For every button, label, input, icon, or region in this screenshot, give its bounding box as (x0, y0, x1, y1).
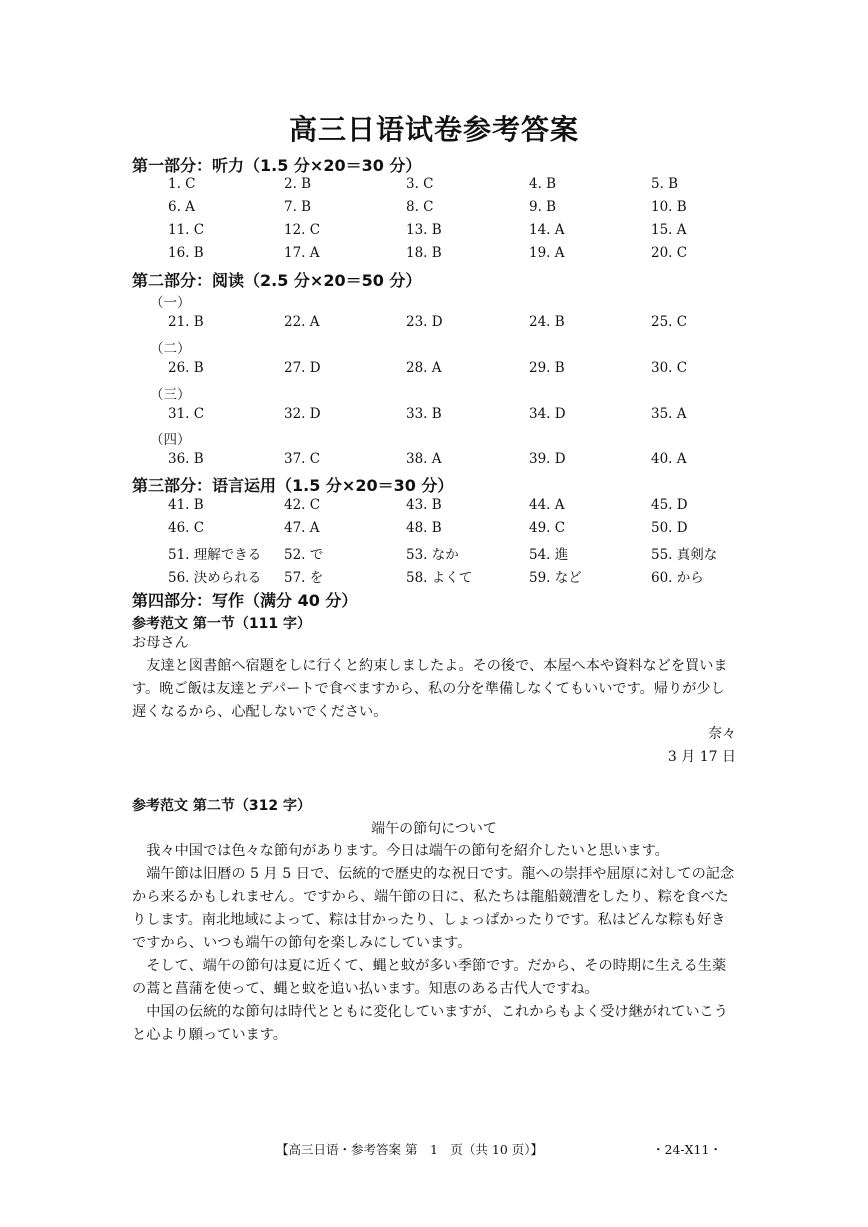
part2-answer-row-group1 (132, 314, 752, 337)
answer-cell: 28. A (406, 360, 442, 376)
essay2-paragraph: そして、端午の節句は夏に近くて、蝿と蚊が多い季節です。だから、その時期に生える生薬の蒿と菖蒲を使って、蝿と蚊を追い払います。知恵のある古代人ですね。 (132, 958, 727, 997)
essay1-paragraph: 友達と図書館へ宿題をしに行くと約束しましたよ。その後で、本屋へ本や資料などを買います。晩ご飯は友達とデパートで食べますから、私の分を準備しなくてもいいです。帰りが少し遅くなるから、心配しないでください。 (132, 658, 728, 720)
answer-cell: 41. B (168, 497, 204, 513)
answer-row (132, 497, 752, 520)
reading-group-label: （一） (150, 295, 191, 311)
essay2-paragraph: 端午節は旧暦の 5 月 5 日で、伝統的で歴史的な祝日です。龍への崇拝や屈原に対しての記念から来るかもしれません。ですから、端午節の日に、私たちは龍船競漕をしたり、粽を食べたりします。南北地域によって、粽は甘かったり、しょっぱかったりです。私はどんな粽も好きですから、いつも端午の節句を楽しみにしています。 (132, 866, 735, 951)
essay2-heading: 参考范文 第二节（312 字） (132, 798, 311, 814)
answer-cell: 9. B (529, 199, 557, 215)
essay1-body (132, 632, 738, 724)
answer-cell: 37. C (284, 451, 321, 467)
part2-answer-row-group3 (132, 406, 752, 429)
answer-cell: 38. A (406, 451, 442, 467)
essay2-paragraph: 中国の伝統的な節句は時代とともに変化していますが、これからもよく受け継がれていこうと心より願っています。 (132, 1004, 728, 1043)
answer-cell: 6. A (168, 199, 195, 215)
answer-cell: 60. から (651, 570, 704, 586)
answer-cell: 40. A (651, 451, 687, 467)
part4-heading: 第四部分：写作（满分 40 分） (132, 591, 358, 610)
essay1-heading: 参考范文 第一节（111 字） (132, 616, 311, 632)
answer-cell: 2. B (284, 176, 312, 192)
essay1-date: 3 月 17 日 (667, 749, 736, 765)
answer-cell: 32. D (284, 406, 321, 422)
answer-cell: 5. B (651, 176, 679, 192)
answer-row (132, 520, 752, 543)
answer-cell: 4. B (529, 176, 557, 192)
answer-row (132, 176, 752, 199)
answer-cell: 49. C (529, 520, 566, 536)
page-title: 高三日语试卷参考答案 (288, 113, 579, 146)
answer-cell: 54. 進 (529, 547, 569, 563)
answer-cell: 21. B (168, 314, 204, 330)
answer-cell: 20. C (651, 245, 688, 261)
reading-group-label: （三） (150, 387, 191, 403)
answer-cell: 35. A (651, 406, 687, 422)
answer-row (132, 199, 752, 222)
answer-cell: 14. A (529, 222, 565, 238)
answer-cell: 48. B (406, 520, 442, 536)
answer-cell: 16. B (168, 245, 204, 261)
essay1-signature: 奈々 (708, 726, 736, 742)
answer-row (132, 566, 752, 589)
answer-cell: 7. B (284, 199, 312, 215)
answer-row (132, 245, 752, 268)
answer-cell: 18. B (406, 245, 442, 261)
answer-cell: 13. B (406, 222, 442, 238)
answer-cell: 19. A (529, 245, 565, 261)
answer-cell: 17. A (284, 245, 320, 261)
answer-cell: 33. B (406, 406, 442, 422)
part2-answer-row-group2 (132, 360, 752, 383)
answer-row (132, 406, 752, 429)
answer-row (132, 222, 752, 245)
answer-cell: 8. C (406, 199, 434, 215)
answer-cell: 43. B (406, 497, 442, 513)
answer-cell: 12. C (284, 222, 321, 238)
answer-cell: 55. 真剣な (651, 547, 718, 563)
essay2-body (132, 840, 738, 1047)
answer-cell: 34. D (529, 406, 566, 422)
answer-cell: 30. C (651, 360, 688, 376)
answer-cell: 45. D (651, 497, 688, 513)
answer-cell: 11. C (168, 222, 205, 238)
part3-heading: 第三部分：语言运用（1.5 分×20＝30 分） (132, 476, 454, 495)
answer-cell: 42. C (284, 497, 321, 513)
page-footer-code: ・24-X11・ (652, 1142, 722, 1157)
essay1-salutation: お母さん (132, 635, 189, 651)
part1-answer-grid (132, 176, 752, 268)
essay2-paragraph: 我々中国では色々な節句があります。今日は端午の節句を紹介したいと思います。 (146, 843, 669, 859)
part2-answer-row-group4 (132, 451, 752, 474)
answer-row (132, 543, 752, 566)
answer-cell: 23. D (406, 314, 443, 330)
answer-cell: 44. A (529, 497, 565, 513)
answer-cell: 22. A (284, 314, 320, 330)
reading-group-label: （二） (150, 341, 191, 357)
answer-cell: 58. よくて (406, 570, 473, 586)
answer-cell: 3. C (406, 176, 434, 192)
answer-cell: 51. 理解できる (168, 547, 262, 563)
answer-cell: 10. B (651, 199, 687, 215)
answer-cell: 25. C (651, 314, 688, 330)
part2-heading: 第二部分：阅读（2.5 分×20＝50 分） (132, 271, 422, 290)
answer-cell: 27. D (284, 360, 321, 376)
answer-row (132, 360, 752, 383)
answer-cell: 24. B (529, 314, 565, 330)
answer-cell: 56. 決められる (168, 570, 262, 586)
answer-cell: 36. B (168, 451, 204, 467)
answer-cell: 29. B (529, 360, 565, 376)
answer-cell: 52. で (284, 547, 324, 563)
answer-row (132, 314, 752, 337)
answer-cell: 57. を (284, 570, 324, 586)
part1-heading: 第一部分：听力（1.5 分×20＝30 分） (132, 156, 422, 175)
answer-cell: 31. C (168, 406, 205, 422)
answer-cell: 15. A (651, 222, 687, 238)
essay2-title: 端午の節句について (371, 821, 497, 837)
answer-row (132, 451, 752, 474)
answer-cell: 53. なか (406, 547, 459, 563)
answer-cell: 46. C (168, 520, 205, 536)
answer-cell: 26. B (168, 360, 204, 376)
page-footer-info: 【高三日语・参考答案 第 1 页（共 10 页）】 (276, 1142, 544, 1157)
answer-cell: 47. A (284, 520, 320, 536)
part3-answer-grid (132, 497, 752, 589)
answer-cell: 1. C (168, 176, 196, 192)
reading-group-label: （四） (150, 432, 191, 448)
answer-cell: 50. D (651, 520, 688, 536)
answer-cell: 59. など (529, 570, 582, 586)
answer-cell: 39. D (529, 451, 566, 467)
